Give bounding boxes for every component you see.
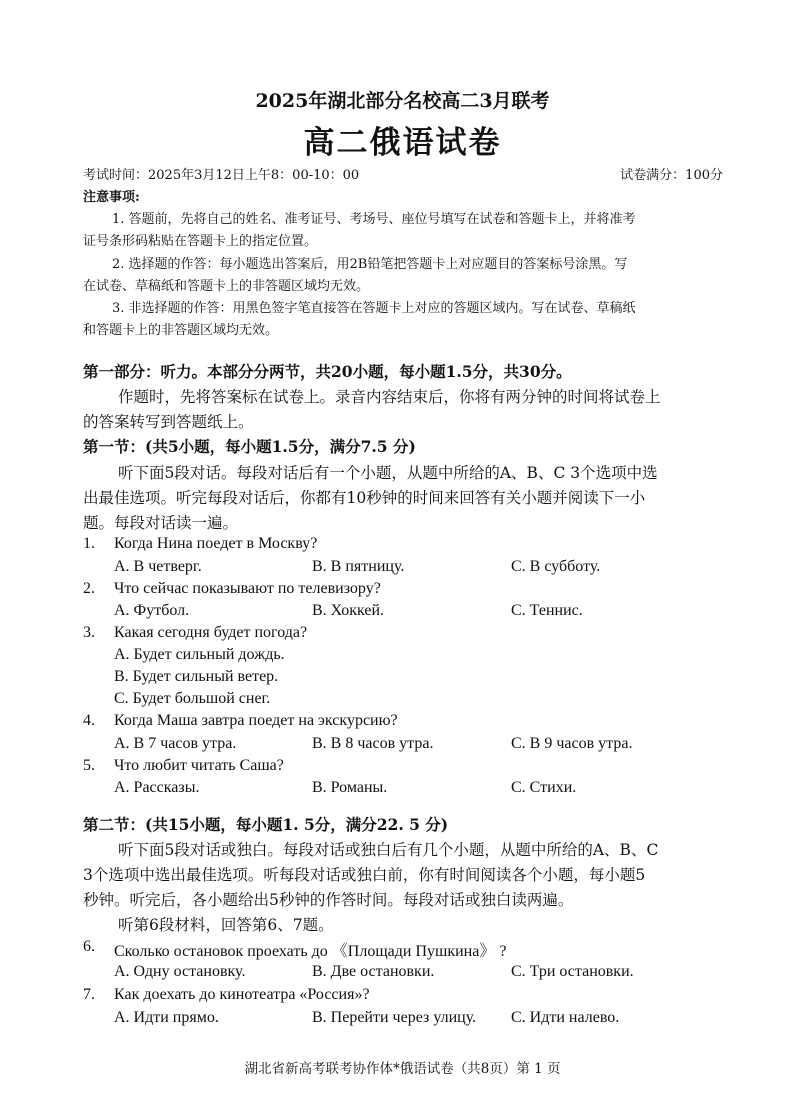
question-text: Как доехать до кинотеатра «Россия»? <box>114 986 370 1003</box>
notice-heading: 注意事项: <box>83 190 140 205</box>
question-number: 1. <box>83 535 95 552</box>
notice-item-2-cont: 在试卷、草稿纸和答题卡上的非答题区域均无效。 <box>83 279 370 294</box>
option-b: B. Будет сильный ветер. <box>114 668 279 685</box>
exam-subtitle: 高二俄语试卷 <box>303 125 502 161</box>
option-c: C. Идти налево. <box>511 1009 620 1026</box>
option-a: A. В четверг. <box>114 558 202 575</box>
option-c: C. В 9 часов утра. <box>511 735 633 752</box>
question-text: Что любит читать Саша? <box>114 757 284 774</box>
question-number: 3. <box>83 624 95 641</box>
part1-intro-cont: 的答案转写到答题纸上。 <box>83 413 254 431</box>
option-b: B. Романы. <box>312 779 388 796</box>
question-number: 2. <box>83 580 95 597</box>
option-a: A. Рассказы. <box>114 779 200 796</box>
question-text: Что сейчас показывают по телевизору? <box>114 580 381 597</box>
section2-intro-cont2: 秒钟。听完后，各小题给出5秒钟的作答时间。每段对话或独白读两遍。 <box>83 891 574 909</box>
section1-intro: 听下面5段对话。每段对话后有一个小题，从题中所给的A、B、C 3个选项中选 <box>118 464 658 482</box>
exam-time: 考试时间：2025年3月12日上午8：00-10：00 <box>83 168 360 183</box>
question-number: 7. <box>83 986 95 1003</box>
option-a: A. Будет сильный дождь. <box>114 646 285 663</box>
option-c: C. Будет большой снег. <box>114 690 271 707</box>
part1-intro: 作题时，先将答案标在试卷上。录音内容结束后，你将有两分钟的时间将试卷上 <box>118 388 661 406</box>
question-text: Сколько остановок проехать до 《Площади Пушкина》 ? <box>114 943 507 960</box>
option-c: C. Три остановки. <box>511 963 634 980</box>
part1-heading: 第一部分：听力。本部分分两节，共20小题，每小题1.5分，共30分。 <box>83 362 572 381</box>
option-b: B. В 8 часов утра. <box>312 735 434 752</box>
option-a: A. Одну остановку. <box>114 963 246 980</box>
option-b: B. Хоккей. <box>312 602 385 619</box>
question-text: Какая сегодня будет погода? <box>114 624 308 641</box>
option-b: B. Две остановки. <box>312 963 435 980</box>
option-b: B. Перейти через улицу. <box>312 1009 477 1026</box>
option-a: A. Футбол. <box>114 602 190 619</box>
option-b: B. В пятницу. <box>312 558 405 575</box>
option-a: A. В 7 часов утра. <box>114 735 237 752</box>
question-text: Когда Маша завтра поедет на экскурсию? <box>114 712 398 729</box>
section2-intro: 听下面5段对话或独白。每段对话或独白后有几个小题，从题中所给的A、B、C <box>118 841 659 859</box>
question-text: Когда Нина поедет в Москву? <box>114 535 318 552</box>
notice-item-1-cont: 证号条形码粘贴在答题卡上的指定位置。 <box>83 234 318 249</box>
notice-item-2: 2. 选择题的作答：每小题选出答案后，用2B铅笔把答题卡上对应题目的答案标号涂黑。写 <box>112 257 628 272</box>
section1-intro-cont2: 题。每段对话读一遍。 <box>83 514 239 532</box>
option-a: A. Идти прямо. <box>114 1009 219 1026</box>
question-number: 5. <box>83 757 95 774</box>
full-score: 试卷满分：100分 <box>620 168 723 183</box>
notice-item-3-cont: 和答题卡上的非答题区域均无效。 <box>83 323 279 338</box>
material-instruction: 听第6段材料，回答第6、7题。 <box>118 916 334 934</box>
option-c: C. Теннис. <box>511 602 583 619</box>
section1-intro-cont1: 出最佳选项。听完每段对话后，你都有10秒钟的时间来回答有关小题并阅读下一小 <box>83 489 646 507</box>
section2-intro-cont1: 3个选项中选出最佳选项。听每段对话或独白前，你有时间阅读各个小题，每小题5 <box>83 866 646 884</box>
notice-item-3: 3. 非选择题的作答：用黑色签字笔直接答在答题卡上对应的答题区域内。写在试卷、草稿纸 <box>112 301 636 316</box>
notice-item-1: 1. 答题前，先将自己的姓名、准考证号、考场号、座位号填写在试卷和答题卡上，并将准考 <box>112 212 636 227</box>
exam-title: 2025年湖北部分名校高二3月联考 <box>255 90 550 112</box>
question-number: 6. <box>83 938 95 955</box>
page-footer: 湖北省新高考联考协作体*俄语试卷（共8页）第 1 页 <box>244 1061 561 1077</box>
section2-heading: 第二节：(共15小题，每小题1. 5分，满分22. 5 分) <box>83 815 449 834</box>
option-c: C. В субботу. <box>511 558 601 575</box>
option-c: C. Стихи. <box>511 779 577 796</box>
section1-heading: 第一节：(共5小题，每小题1.5分，满分7.5 分) <box>83 437 416 456</box>
question-number: 4. <box>83 712 95 729</box>
